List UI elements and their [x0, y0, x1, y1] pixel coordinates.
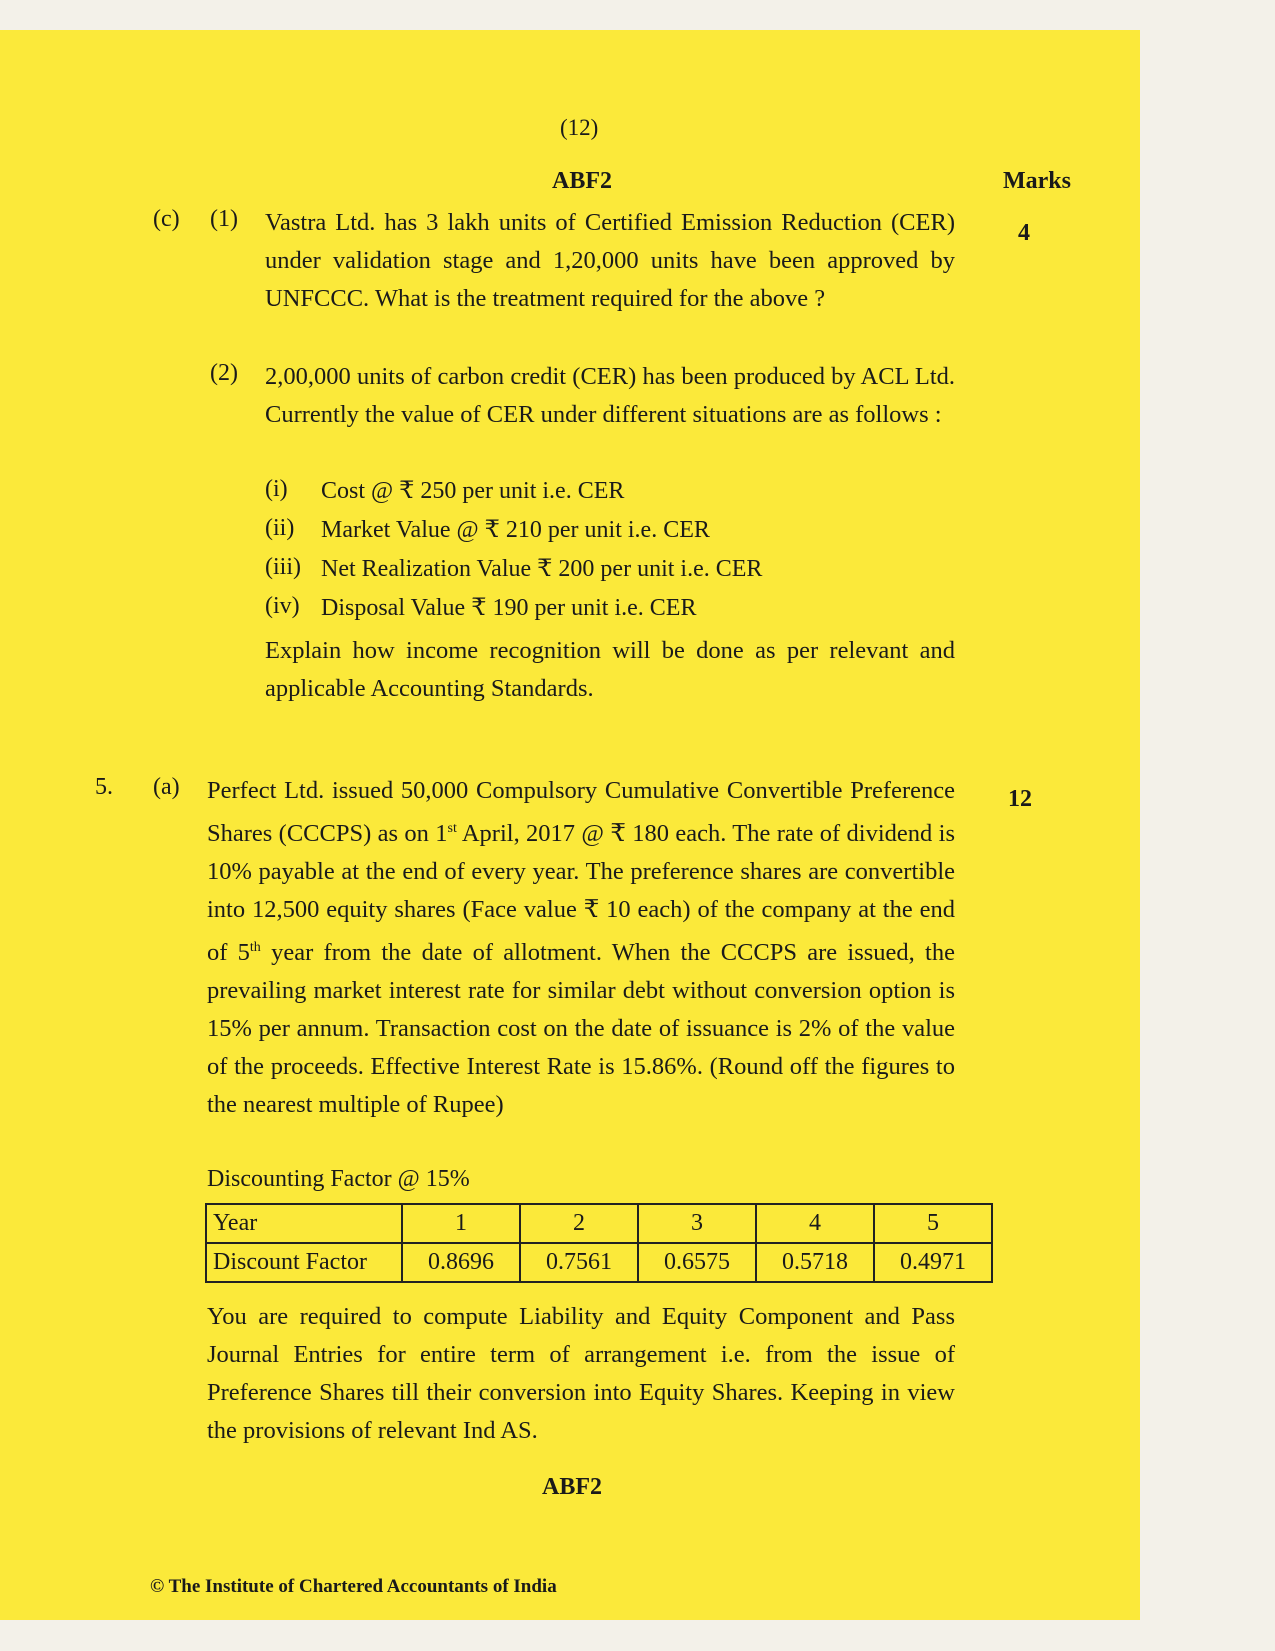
table-cell: 3 — [638, 1204, 756, 1243]
table-cell: 0.5718 — [756, 1243, 874, 1282]
page-number: (12) — [560, 115, 599, 140]
subpart-1-text: Vastra Ltd. has 3 lakh units of Certified Emission Reduction (CER) under validation stage and 1,20,000 units have been approved by UNFCCC. What is the treatment required for the above ? — [265, 209, 955, 312]
table-cell: 0.6575 — [638, 1243, 756, 1282]
list-item: Market Value @ ₹ 210 per unit i.e. CER — [321, 517, 710, 543]
subpart-2-closing: Explain how income recognition will be done as per relevant and applicable Accounting Standards. — [265, 637, 955, 702]
table-cell: 4 — [756, 1204, 874, 1243]
subpart-number: (1) — [210, 206, 238, 232]
table-caption: Discounting Factor @ 15% — [207, 1166, 470, 1192]
question-part-label: (a) — [153, 774, 180, 800]
subpart-number: (2) — [210, 360, 238, 386]
table-row — [206, 1204, 992, 1243]
marks-heading: Marks — [1003, 168, 1071, 194]
list-item-number: (ii) — [265, 515, 295, 541]
table-row-label: Year — [206, 1204, 402, 1243]
marks-value: 4 — [1018, 220, 1030, 246]
table-row-label: Discount Factor — [206, 1243, 402, 1282]
paper-code-footer: ABF2 — [542, 1474, 602, 1500]
question-5a-requirement: You are required to compute Liability and Equity Component and Pass Journal Entries for entire term of arrangement i.e. from the issue of Preference Shares till their conversion into Equity Shares. Keeping in view the provisions of relevant Ind AS. — [207, 1303, 955, 1444]
table-cell: 0.4971 — [874, 1243, 992, 1282]
paper-code-header: ABF2 — [552, 168, 612, 194]
list-item-number: (iv) — [265, 593, 300, 619]
question-number: 5. — [95, 774, 113, 800]
table-cell: 0.7561 — [520, 1243, 638, 1282]
table-row — [206, 1243, 992, 1282]
marks-value: 12 — [1008, 786, 1032, 812]
list-item: Net Realization Value ₹ 200 per unit i.e. CER — [321, 556, 763, 582]
list-item: Cost @ ₹ 250 per unit i.e. CER — [321, 478, 625, 504]
copyright-footer: © The Institute of Chartered Accountants of India — [150, 1576, 557, 1597]
table-cell: 0.8696 — [402, 1243, 520, 1282]
table-cell: 1 — [402, 1204, 520, 1243]
table-cell: 2 — [520, 1204, 638, 1243]
subpart-2-text: 2,00,000 units of carbon credit (CER) has been produced by ACL Ltd. Currently the value of CER under different situations are as follows : — [265, 363, 955, 428]
question-part-label: (c) — [153, 206, 180, 232]
discount-factor-table — [205, 1203, 993, 1283]
list-item-number: (i) — [265, 476, 288, 502]
question-5a-text: Perfect Ltd. issued 50,000 Compulsory Cumulative Convertible Preference Shares (CCCPS) as on 1st April, 2017 @ ₹ 180 each. The rate of dividend is 10% payable at the end of every year. The preference shares are convertible into 12,500 equity shares (Face value ₹ 10 each) of the company at the end of 5th year from the date of allotment. When the CCCPS are issued, the prevailing market interest rate for similar debt without conversion option is 15% per annum. Transaction cost on the date of issuance is 2% of the value of the proceeds. Effective Interest Rate is 15.86%. (Round off the figures to the nearest multiple of Rupee) — [207, 777, 955, 1119]
list-item-number: (iii) — [265, 554, 301, 580]
table-cell: 5 — [874, 1204, 992, 1243]
list-item: Disposal Value ₹ 190 per unit i.e. CER — [321, 595, 697, 621]
